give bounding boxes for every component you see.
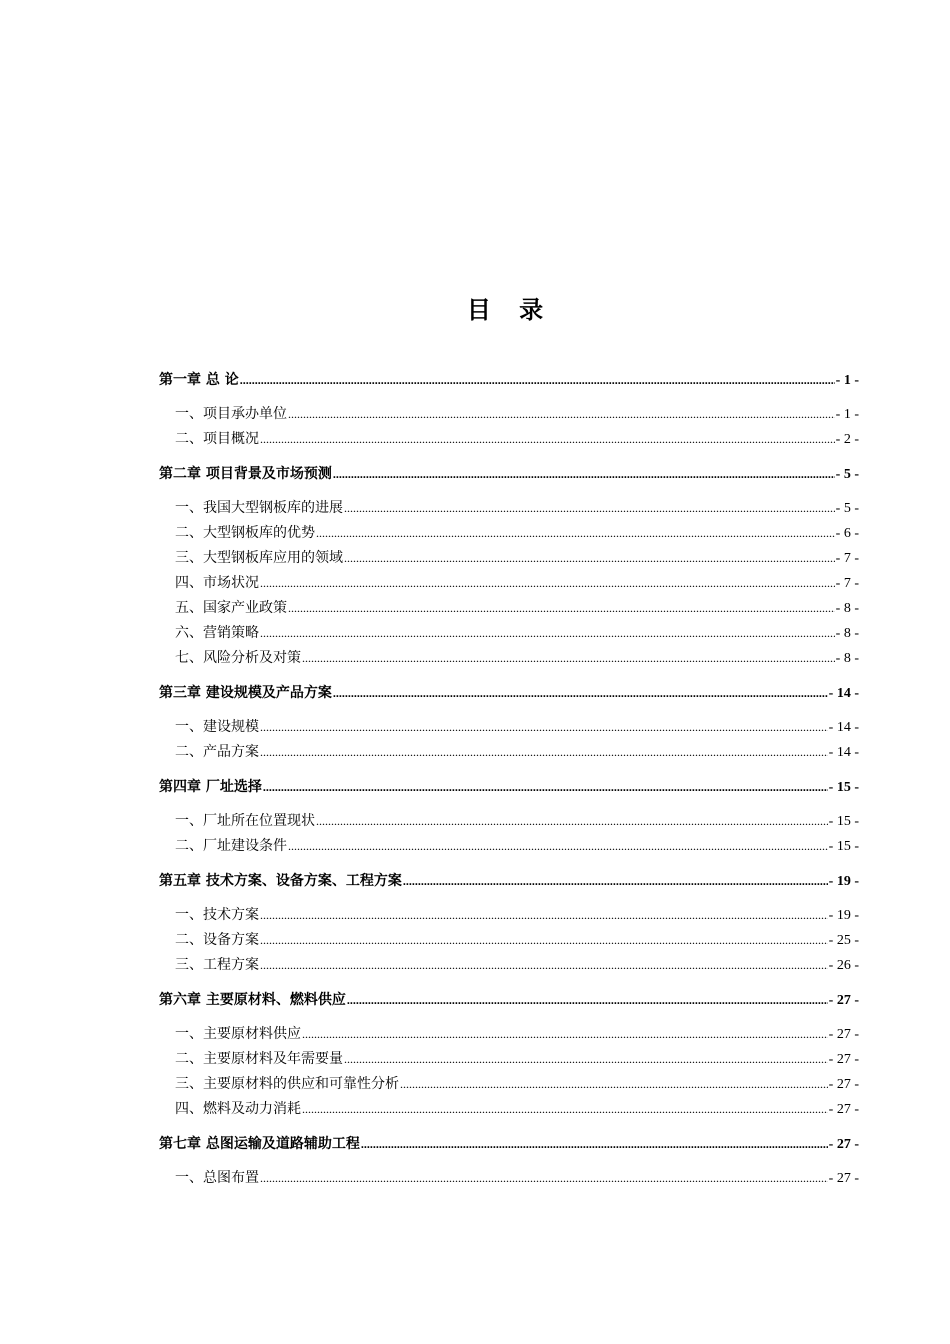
toc-dot-leader xyxy=(302,646,835,671)
toc-dot-leader xyxy=(260,740,828,765)
toc-section-entry[interactable] xyxy=(159,834,859,859)
toc-dot-leader xyxy=(344,1047,828,1072)
toc-entry-label: 三、工程方案 xyxy=(175,957,259,973)
toc-section-entry[interactable] xyxy=(159,928,859,953)
toc-page-number: - 27 - xyxy=(828,1027,859,1042)
toc-chapter-entry[interactable] xyxy=(159,681,859,706)
toc-list xyxy=(159,368,859,1191)
toc-dot-leader xyxy=(260,427,835,452)
toc-section-entry[interactable] xyxy=(159,496,859,521)
toc-entry-label: 三、大型钢板库应用的领域 xyxy=(175,550,343,566)
toc-section-entry[interactable] xyxy=(159,1097,859,1122)
toc-dot-leader xyxy=(288,402,835,427)
toc-section-entry[interactable] xyxy=(159,903,859,928)
toc-page-number: - 15 - xyxy=(828,839,859,854)
toc-section-entry[interactable] xyxy=(159,646,859,671)
toc-section-entry[interactable] xyxy=(159,596,859,621)
toc-section-entry[interactable] xyxy=(159,715,859,740)
toc-title: 目 录 xyxy=(466,296,554,324)
toc-page-number: - 15 - xyxy=(828,780,859,795)
toc-page-number: - 15 - xyxy=(828,814,859,829)
toc-entry-label: 一、我国大型钢板库的进展 xyxy=(175,500,343,516)
toc-dot-leader xyxy=(403,869,828,894)
toc-entry-label: 五、国家产业政策 xyxy=(175,600,287,616)
toc-entry-label: 第七章 总图运输及道路辅助工程 xyxy=(159,1136,360,1152)
toc-page-number: - 27 - xyxy=(828,1052,859,1067)
toc-page-number: - 1 - xyxy=(835,373,859,388)
toc-page-number: - 26 - xyxy=(828,958,859,973)
toc-page-number: - 19 - xyxy=(828,908,859,923)
toc-entry-label: 七、风险分析及对策 xyxy=(175,650,301,666)
toc-page-number: - 2 - xyxy=(835,432,859,447)
toc-page-number: - 7 - xyxy=(835,576,859,591)
toc-chapter-entry[interactable] xyxy=(159,368,859,393)
toc-page-number: - 19 - xyxy=(828,874,859,889)
toc-entry-label: 四、燃料及动力消耗 xyxy=(175,1101,301,1117)
toc-page-number: - 8 - xyxy=(835,601,859,616)
toc-page-number: - 25 - xyxy=(828,933,859,948)
toc-section-entry[interactable] xyxy=(159,740,859,765)
toc-page-number: - 6 - xyxy=(835,526,859,541)
toc-page-number: - 8 - xyxy=(835,651,859,666)
toc-page-number: - 14 - xyxy=(828,720,859,735)
toc-page-number: - 27 - xyxy=(828,1137,859,1152)
toc-chapter-entry[interactable] xyxy=(159,869,859,894)
toc-dot-leader xyxy=(288,834,828,859)
toc-page-number: - 27 - xyxy=(828,993,859,1008)
toc-dot-leader xyxy=(302,1097,828,1122)
toc-entry-label: 第二章 项目背景及市场预测 xyxy=(159,466,332,482)
toc-chapter-entry[interactable] xyxy=(159,462,859,487)
toc-dot-leader xyxy=(263,775,828,800)
toc-entry-label: 第五章 技术方案、设备方案、工程方案 xyxy=(159,873,402,889)
toc-dot-leader xyxy=(260,903,828,928)
toc-dot-leader xyxy=(344,496,835,521)
toc-entry-label: 二、设备方案 xyxy=(175,932,259,948)
toc-page-number: - 27 - xyxy=(828,1102,859,1117)
toc-page-number: - 5 - xyxy=(835,467,859,482)
toc-dot-leader xyxy=(260,621,835,646)
toc-entry-label: 一、建设规模 xyxy=(175,719,259,735)
toc-chapter-entry[interactable] xyxy=(159,1132,859,1157)
toc-section-entry[interactable] xyxy=(159,1072,859,1097)
toc-dot-leader xyxy=(260,1166,828,1191)
toc-page-number: - 27 - xyxy=(828,1171,859,1186)
toc-entry-label: 第一章 总 论 xyxy=(159,372,239,388)
toc-dot-leader xyxy=(361,1132,828,1157)
toc-entry-label: 一、厂址所在位置现状 xyxy=(175,813,315,829)
toc-dot-leader xyxy=(240,368,835,393)
toc-section-entry[interactable] xyxy=(159,521,859,546)
toc-dot-leader xyxy=(260,571,835,596)
toc-page-number: - 1 - xyxy=(835,407,859,422)
toc-dot-leader xyxy=(288,596,835,621)
toc-entry-label: 三、主要原材料的供应和可靠性分析 xyxy=(175,1076,399,1092)
toc-page-number: - 14 - xyxy=(828,686,859,701)
toc-entry-label: 一、主要原材料供应 xyxy=(175,1026,301,1042)
toc-entry-label: 二、产品方案 xyxy=(175,744,259,760)
toc-entry-label: 第四章 厂址选择 xyxy=(159,779,262,795)
toc-dot-leader xyxy=(400,1072,828,1097)
toc-chapter-entry[interactable] xyxy=(159,988,859,1013)
toc-section-entry[interactable] xyxy=(159,427,859,452)
toc-page-number: - 8 - xyxy=(835,626,859,641)
toc-dot-leader xyxy=(333,462,835,487)
toc-entry-label: 四、市场状况 xyxy=(175,575,259,591)
toc-section-entry[interactable] xyxy=(159,621,859,646)
toc-page-number: - 14 - xyxy=(828,745,859,760)
toc-chapter-entry[interactable] xyxy=(159,775,859,800)
toc-entry-label: 二、大型钢板库的优势 xyxy=(175,525,315,541)
toc-dot-leader xyxy=(333,681,828,706)
toc-section-entry[interactable] xyxy=(159,1047,859,1072)
toc-entry-label: 六、营销策略 xyxy=(175,625,259,641)
toc-entry-label: 二、主要原材料及年需要量 xyxy=(175,1051,343,1067)
toc-entry-label: 一、项目承办单位 xyxy=(175,406,287,422)
toc-entry-label: 一、总图布置 xyxy=(175,1170,259,1186)
toc-page-number: - 7 - xyxy=(835,551,859,566)
toc-section-entry[interactable] xyxy=(159,546,859,571)
toc-section-entry[interactable] xyxy=(159,571,859,596)
toc-section-entry[interactable] xyxy=(159,1022,859,1047)
toc-page-number: - 27 - xyxy=(828,1077,859,1092)
toc-dot-leader xyxy=(344,546,835,571)
toc-dot-leader xyxy=(260,715,828,740)
toc-section-entry[interactable] xyxy=(159,1166,859,1191)
toc-dot-leader xyxy=(316,809,828,834)
toc-entry-label: 第三章 建设规模及产品方案 xyxy=(159,685,332,701)
toc-dot-leader xyxy=(347,988,828,1013)
toc-entry-label: 二、项目概况 xyxy=(175,431,259,447)
toc-entry-label: 二、厂址建设条件 xyxy=(175,838,287,854)
toc-section-entry[interactable] xyxy=(159,809,859,834)
toc-page-number: - 5 - xyxy=(835,501,859,516)
toc-dot-leader xyxy=(260,953,828,978)
toc-dot-leader xyxy=(316,521,835,546)
toc-entry-label: 第六章 主要原材料、燃料供应 xyxy=(159,992,346,1008)
toc-entry-label: 一、技术方案 xyxy=(175,907,259,923)
toc-section-entry[interactable] xyxy=(159,953,859,978)
toc-section-entry[interactable] xyxy=(159,402,859,427)
toc-dot-leader xyxy=(302,1022,828,1047)
toc-dot-leader xyxy=(260,928,828,953)
